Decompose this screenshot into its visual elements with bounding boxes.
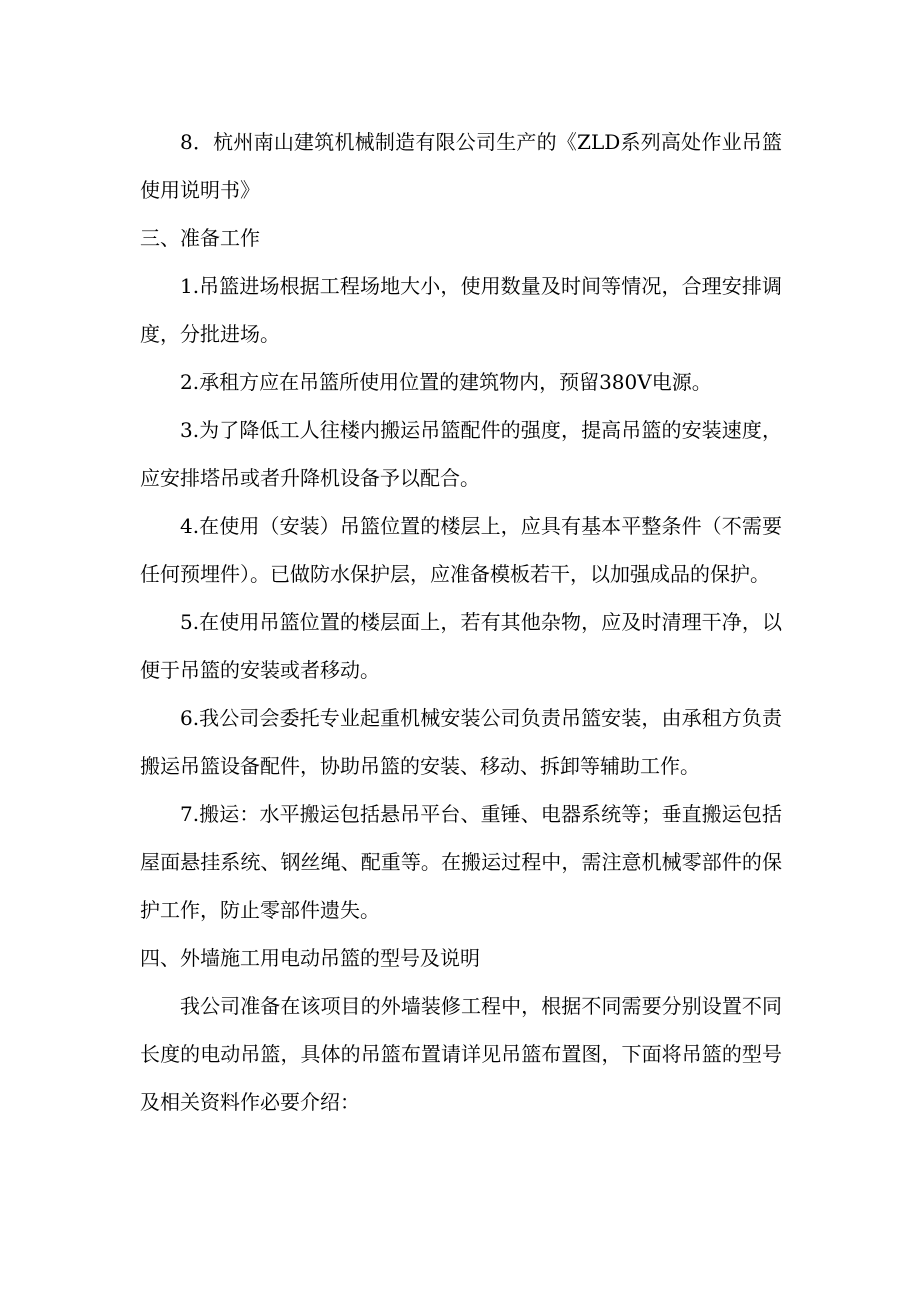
reference-item-8 bbox=[140, 118, 782, 214]
list-item: 6.我公司会委托专业起重机械安装公司负责吊篮安装，由承租方负责搬运吊篮设备配件，协助吊篮的安装、移动、拆卸等辅助工作。 bbox=[140, 706, 782, 778]
list-item: 4.在使用（安装）吊篮位置的楼层上，应具有基本平整条件（不需要任何预埋件）。已做防水保护层，应准备模板若干，以加强成品的保护。 bbox=[140, 514, 782, 586]
list-item: 1.吊篮进场根据工程场地大小，使用数量及时间等情况，合理安排调度，分批进场。 bbox=[140, 274, 782, 346]
body-paragraph: 我公司准备在该项目的外墙装修工程中，根据不同需要分别设置不同长度的电动吊篮，具体的吊篮布置请详见吊篮布置图，下面将吊篮的型号及相关资料作必要介绍： bbox=[140, 994, 782, 1114]
item-text: 杭州南山建筑机械制造有限公司生产的《ZLD系列高处作业吊篮使用说明书》 bbox=[140, 130, 782, 202]
list-item: 2.承租方应在吊篮所使用位置的建筑物内，预留380V电源。 bbox=[180, 370, 712, 394]
item-number: 8． bbox=[180, 130, 214, 154]
list-item: 5.在使用吊篮位置的楼层面上，若有其他杂物，应及时清理干净，以便于吊篮的安装或者移动。 bbox=[140, 610, 782, 682]
section-heading-preparation: 三、准备工作 bbox=[140, 226, 260, 250]
list-item: 3.为了降低工人往楼内搬运吊篮配件的强度，提高吊篮的安装速度，应安排塔吊或者升降机设备予以配合。 bbox=[140, 418, 782, 490]
document-body bbox=[140, 118, 782, 1126]
list-item: 7.搬运：水平搬运包括悬吊平台、重锤、电器系统等；垂直搬运包括屋面悬挂系统、钢丝绳、配重等。在搬运过程中，需注意机械零部件的保护工作，防止零部件遗失。 bbox=[140, 802, 782, 922]
section-heading-models: 四、外墙施工用电动吊篮的型号及说明 bbox=[140, 946, 480, 970]
